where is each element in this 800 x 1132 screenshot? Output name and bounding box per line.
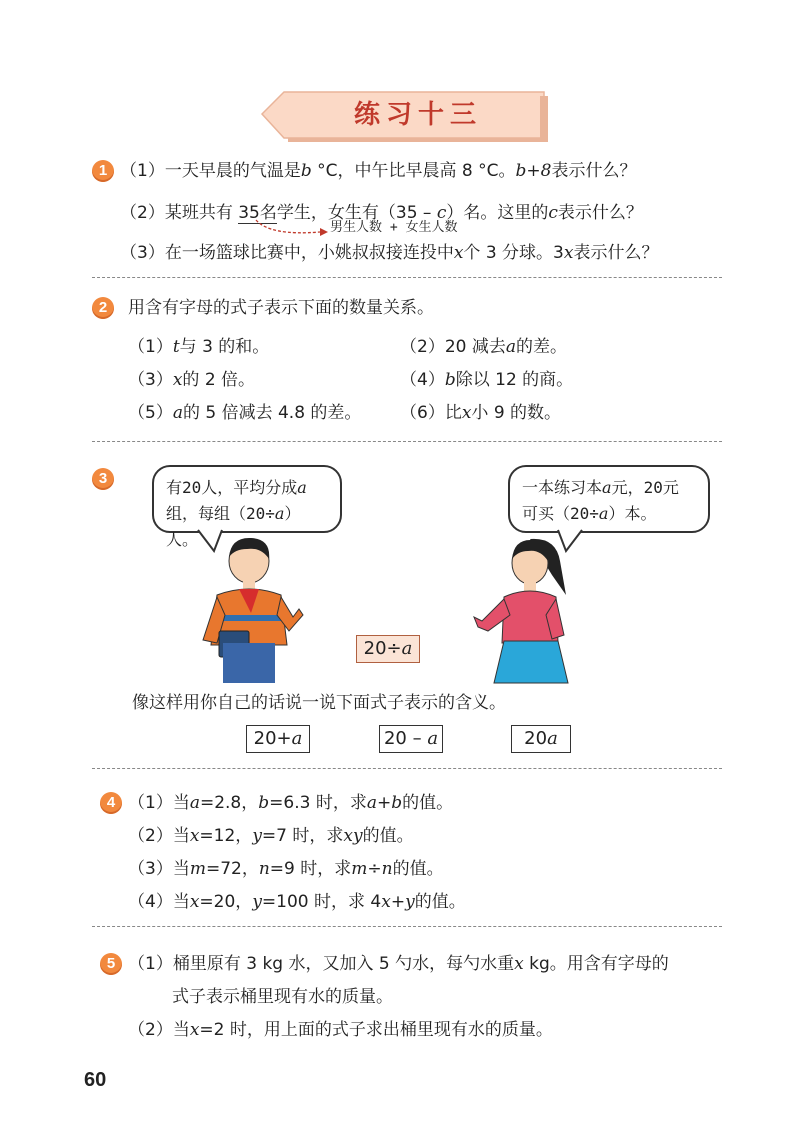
separator-1 — [92, 277, 722, 278]
q4-line-3: （3）当m=72，n=9 时，求m÷n的值。 — [128, 859, 444, 879]
highlight-35: 35名 — [238, 203, 277, 223]
page-title: 练习十三 — [353, 100, 482, 130]
expression-box-3: 20a — [511, 725, 571, 753]
q3-prompt: 像这样用你自己的话说一说下面式子表示的含义。 — [132, 693, 506, 713]
q2-item-1: （1）t与 3 的和。 — [128, 337, 270, 357]
speech-bubble-right: 一本练习本a元，20元 可买（20÷a）本。 — [508, 465, 710, 533]
page-number: 60 — [84, 1069, 107, 1091]
question-3-badge: 3 — [92, 468, 114, 490]
q4-line-1: （1）当a=2.8，b=6.3 时，求a+b的值。 — [128, 793, 454, 813]
q1-line-2: （2）某班共有 35名学生，女生有（35 – c）名。这里的c表示什么？ — [120, 203, 643, 223]
girl-illustration — [468, 535, 578, 685]
q5-line-2: 式子表示桶里现有水的质量。 — [172, 987, 393, 1007]
question-2-badge: 2 — [92, 297, 114, 319]
expression-box-2: 20 – a — [379, 725, 443, 753]
boy-illustration — [195, 535, 305, 685]
question-4-badge: 4 — [100, 792, 122, 814]
q2-intro: 用含有字母的式子表示下面的数量关系。 — [128, 298, 434, 318]
q2-item-5: （5）a的 5 倍减去 4.8 的差。 — [128, 403, 362, 423]
question-5-badge: 5 — [100, 953, 122, 975]
q2-item-4: （4）b除以 12 的商。 — [400, 370, 574, 390]
center-expression-box: 20÷a — [356, 635, 420, 663]
q1-line-3: （3）在一场篮球比赛中，小姚叔叔接连投中x个 3 分球。3x表示什么？ — [120, 243, 659, 263]
q2-item-6: （6）比x小 9 的数。 — [400, 403, 562, 423]
q4-line-4: （4）当x=20，y=100 时，求 4x+y的值。 — [128, 892, 466, 912]
speech-bubble-left: 有20人，平均分成a 组，每组（20÷a）人。 — [152, 465, 342, 533]
q5-line-3: （2）当x=2 时，用上面的式子求出桶里现有水的质量。 — [128, 1020, 553, 1040]
annotation-text: 男生人数 + 女生人数 — [330, 220, 458, 235]
separator-3 — [92, 768, 722, 769]
question-1-badge: 1 — [92, 160, 114, 182]
q5-line-1: （1）桶里原有 3 kg 水，又加入 5 勺水，每勺水重x kg。用含有字母的 — [128, 954, 669, 974]
q2-item-3: （3）x的 2 倍。 — [128, 370, 256, 390]
q4-line-2: （2）当x=12，y=7 时，求xy的值。 — [128, 826, 414, 846]
title-banner — [258, 90, 548, 142]
q2-item-2: （2）20 减去a的差。 — [400, 337, 567, 357]
q1-line-1: （1）一天早晨的气温是b °C，中午比早晨高 8 °C。b+8表示什么？ — [120, 161, 637, 181]
expression-box-1: 20+a — [246, 725, 310, 753]
separator-4 — [92, 926, 722, 927]
separator-2 — [92, 441, 722, 442]
